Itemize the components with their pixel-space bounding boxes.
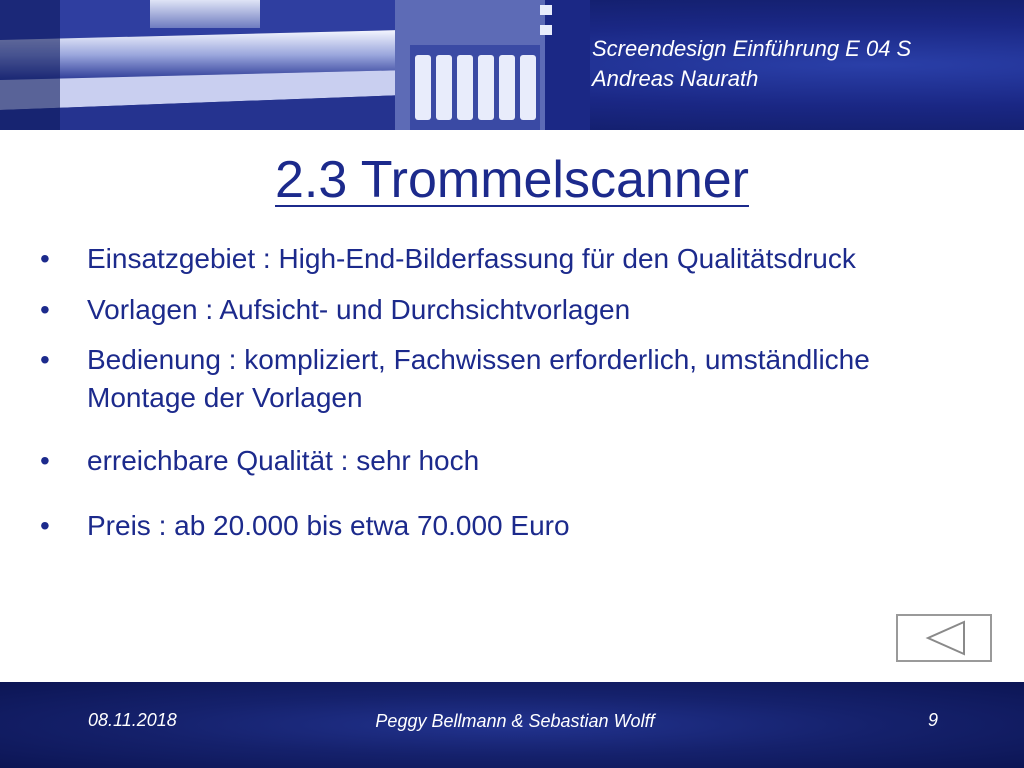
bullet-icon: • [40, 294, 50, 325]
bullet-text: Vorlagen : Aufsicht- und Durchsichtvorlagen [87, 294, 631, 325]
bullet-text: erreichbare Qualität : sehr hoch [87, 445, 480, 476]
list-item [40, 341, 940, 417]
bullet-icon: • [40, 344, 50, 375]
drum-scanner-photo [0, 0, 590, 130]
back-button[interactable] [896, 614, 992, 662]
bullet-icon: • [40, 243, 50, 274]
list-item [40, 291, 940, 329]
footer-date: 08.11.2018 [88, 710, 177, 730]
bullet-icon: • [40, 445, 50, 476]
header-text [592, 34, 911, 94]
footer-presenters: Peggy Bellmann & Sebastian Wolff [375, 711, 655, 731]
footer [0, 682, 1024, 768]
triangle-left-icon [898, 616, 990, 660]
course-title: Screendesign Einführung E 04 S [592, 36, 912, 61]
list-item [40, 442, 940, 480]
list-item [40, 507, 940, 545]
bullet-text: Einsatzgebiet : High-End-Bilderfassung für den Qualitätsdruck [87, 243, 856, 274]
bullet-list [40, 240, 940, 545]
header-banner [0, 0, 1024, 130]
bullet-text: Preis : ab 20.000 bis etwa 70.000 Euro [87, 510, 570, 541]
list-item [40, 240, 940, 278]
page-number: 9 [928, 710, 939, 730]
bullet-text: Bedienung : kompliziert, Fachwissen erforderlich, umständliche Montage der Vorlagen [87, 344, 870, 413]
header-author: Andreas Naurath [592, 66, 759, 91]
bullet-icon: • [40, 510, 50, 541]
slide-title: 2.3 Trommelscanner [275, 151, 749, 209]
